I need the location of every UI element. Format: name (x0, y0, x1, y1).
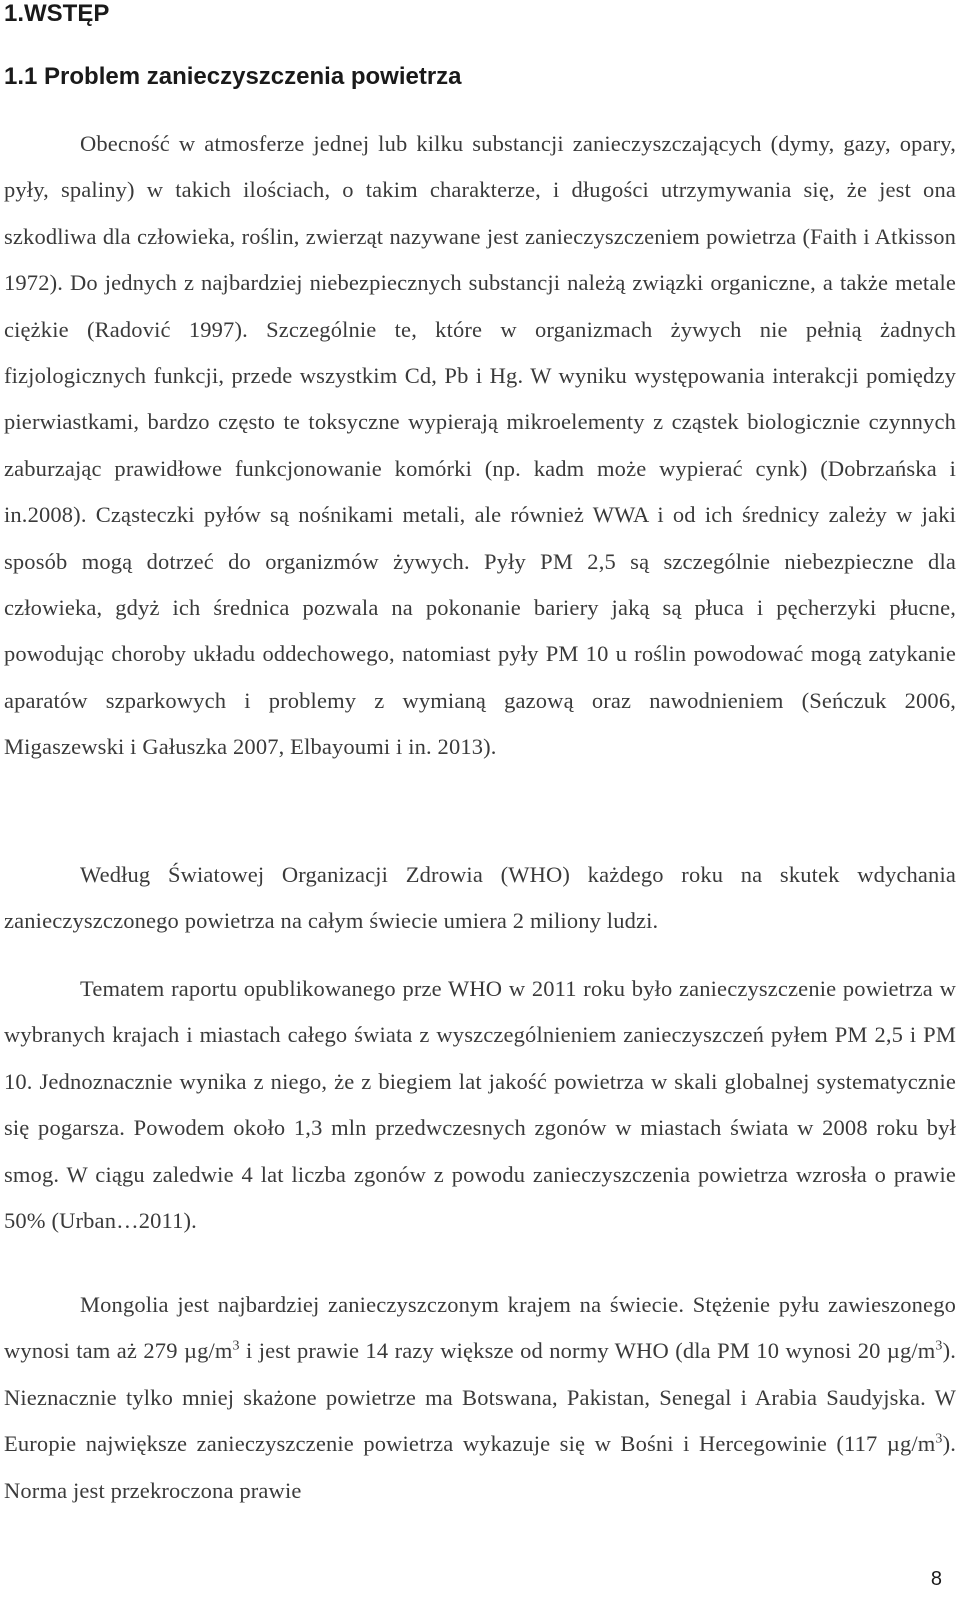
section-heading: 1.1 Problem zanieczyszczenia powietrza (4, 63, 462, 90)
paragraph-text-segment: ). Norma jest przekroczona prawie (4, 1431, 956, 1503)
paragraph-air-pollution-definition: Obecność w atmosferze jednej lub kilku substancji zanieczyszczających (dymy, gazy, opary, pyły, spaliny) w takich ilościach, o takim charakterze, i długości utrzymywania się, że jest ona szkodliwa dla człowieka, roślin, zwierząt nazywane jest zanieczyszczeniem powietrza (Faith i Atkisson 1972). Do jednych z najbardziej niebezpiecznych substancji należą związki organiczne, a także metale ciężkie (Radović 1997). Szczególnie te, które w organizmach żywych nie pełnią żadnych fizjologicznych funkcji, przede wszystkim Cd, Pb i Hg. W wyniku występowania interakcji pomiędzy pierwiastkami, bardzo często te toksyczne wypierają mikroelementy z cząstek biologicznie czynnych zaburzając prawidłowe funkcjonowanie komórki (np. kadm może wypierać cynk) (Dobrzańska i in.2008). Cząsteczki pyłów są nośnikami metali, ale również WWA i od ich średnicy zależy w jaki sposób mogą dotrzeć do organizmów żywych. Pyły PM 2,5 są szczególnie niebezpieczne dla człowieka, gdyż ich średnica pozwala na pokonanie bariery jaką są płuca i pęcherzyki płucne, powodując choroby układu oddechowego, natomiast pyły PM 10 u roślin powodować mogą zatykanie aparatów szparkowych i problemy z wymianą gazową oraz nawodnieniem (Seńczuk 2006, Migaszewski i Gałuszka 2007, Elbayoumi i in. 2013). (4, 131, 956, 760)
paragraph-text-segment: Mongolia jest najbardziej zanieczyszczonym krajem na świecie. Stężenie pyłu zawieszonego wynosi tam aż 279 µg/m (4, 1292, 956, 1364)
paragraph-text-segment: ). Nieznacznie tylko mniej skażone powietrze ma Botswana, Pakistan, Senegal i Arabia Saudyjska. W Europie największe zanieczyszczenie powietrza wykazuje się w Bośni i Hercegowinie (117 µg/m (4, 1338, 956, 1457)
paragraph-who-deaths: Według Światowej Organizacji Zdrowia (WHO) każdego roku na skutek wdychania zanieczyszczonego powietrza na całym świecie umiera 2 miliony ludzi. (4, 862, 956, 934)
superscript-unit: 3 (935, 1338, 943, 1354)
paragraph-text-segment: i jest prawie 14 razy większe od normy WHO (dla PM 10 wynosi 20 µg/m (239, 1338, 936, 1364)
paragraph-mongolia (4, 1282, 956, 1514)
page-number: 8 (930, 1568, 942, 1590)
chapter-heading: 1.WSTĘP (4, 0, 110, 27)
superscript-unit: 3 (935, 1431, 943, 1447)
paragraph-who-report: Tematem raportu opublikowanego prze WHO w 2011 roku było zanieczyszczenie powietrza w wybranych krajach i miastach całego świata z wyszczególnieniem zanieczyszczeń pyłem PM 2,5 i PM 10. Jednoznacznie wynika z niego, że z biegiem lat jakość powietrza w skali globalnej systematycznie się pogarsza. Powodem około 1,3 mln przedwczesnych zgonów w miastach świata w 2008 roku był smog. W ciągu zaledwie 4 lat liczba zgonów z powodu zanieczyszczenia powietrza wzrosła o prawie 50% (Urban…2011). (4, 976, 956, 1234)
superscript-unit: 3 (232, 1338, 240, 1354)
